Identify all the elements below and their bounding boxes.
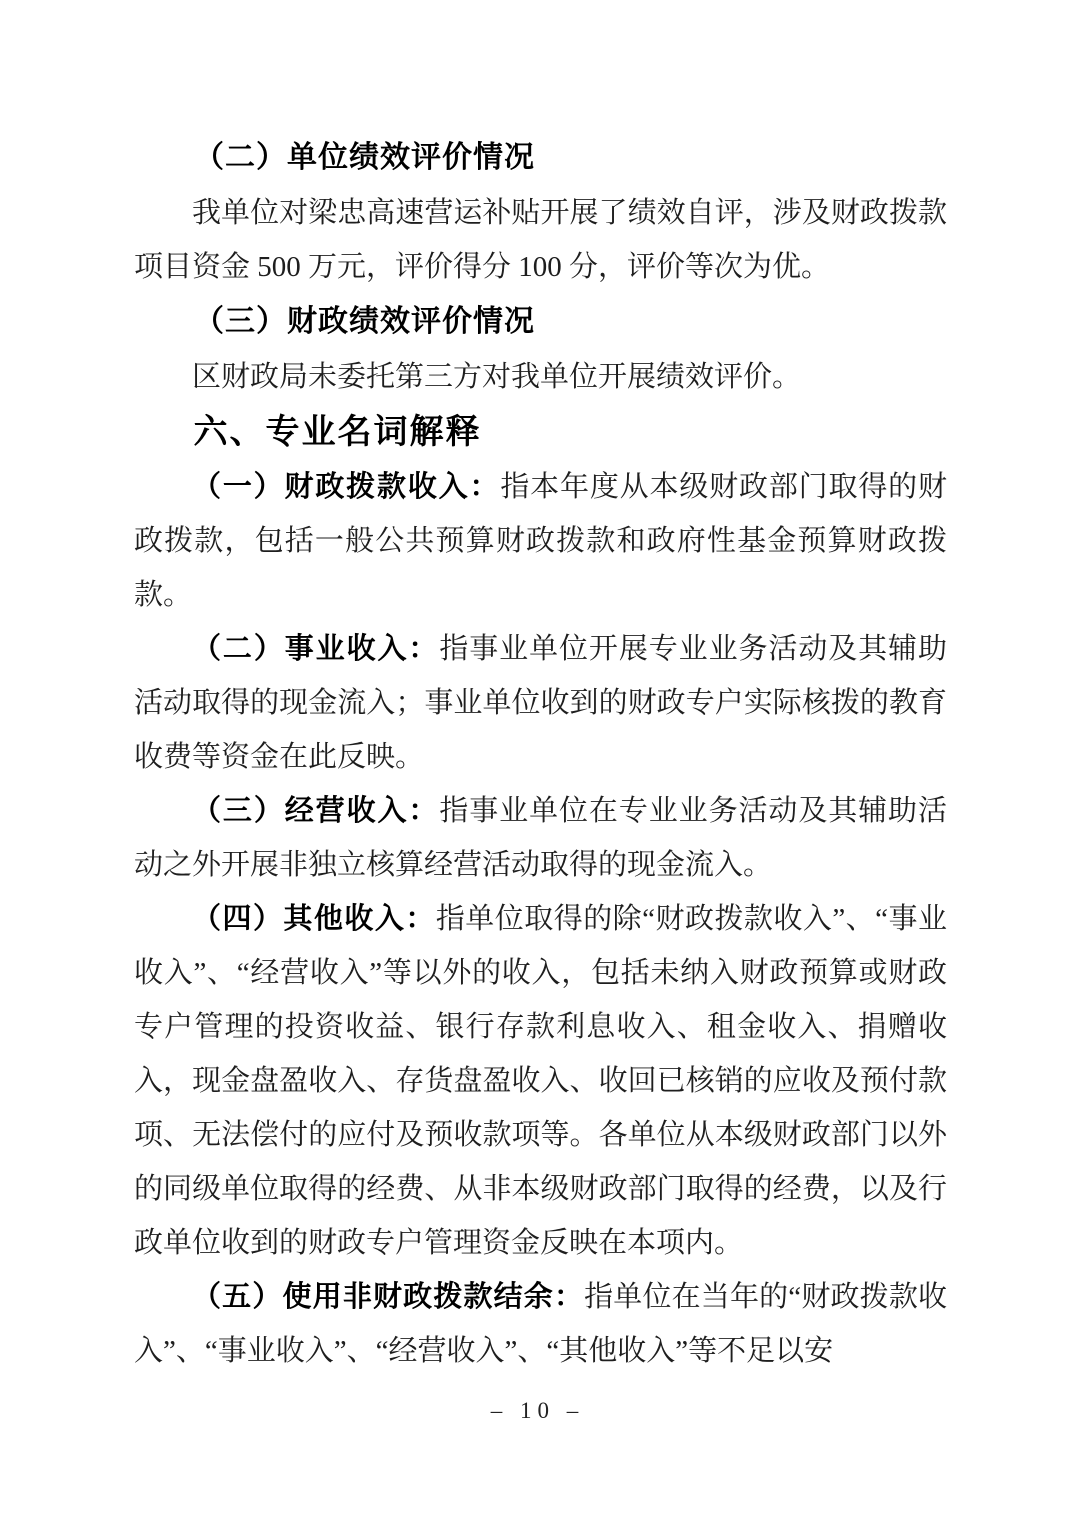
para-fiscal-performance-evaluation: 区财政局未委托第三方对我单位开展绩效评价。: [192, 361, 802, 393]
page-number: – 10 –: [490, 1398, 585, 1423]
term-label-business-income: （三）经营收入：: [192, 795, 440, 827]
heading-fiscal-performance-evaluation: （三）财政绩效评价情况: [194, 305, 535, 338]
term-label-non-fiscal-balance: （五）使用非财政拨款结余：: [192, 1281, 585, 1313]
term-text-non-fiscal-balance: 指单位在当年的“财政拨款收入”、“事业收入”、“经营收入”、“其他收入”等不足以安: [134, 1281, 947, 1367]
term-text-other-income: 指单位取得的除“财政拨款收入”、“事业收入”、“经营收入”等以外的收入，包括未纳入财政预算或财政专户管理的投资收益、银行存款利息收入、租金收入、捐赠收入，现金盘盈收入、存货盘盈收入、收回已核销的应收及预付款项、无法偿付的应付及预收款项等。各单位从本级财政部门以外的同级单位取得的经费、从非本级财政部门取得的经费，以及行政单位收到的财政专户管理资金反映在本项内。: [134, 903, 947, 1259]
term-fiscal-appropriation-income: [134, 460, 947, 622]
term-operational-income: [134, 622, 947, 784]
term-other-income: [134, 892, 947, 1270]
term-label-other-income: （四）其他收入：: [192, 903, 436, 935]
term-label-fiscal-appropriation-income: （一）财政拨款收入：: [192, 471, 501, 503]
heading-unit-performance-evaluation: （二）单位绩效评价情况: [194, 141, 535, 174]
heading-terminology-section: 六、专业名词解释: [193, 413, 482, 451]
para-unit-performance-evaluation: 我单位对梁忠高速营运补贴开展了绩效自评，涉及财政拨款项目资金 500 万元，评价得分 100 分，评价等次为优。: [134, 197, 947, 283]
term-text-fiscal-appropriation-income: 指本年度从本级财政部门取得的财政拨款，包括一般公共预算财政拨款和政府性基金预算财政拨款。: [134, 471, 947, 611]
term-business-income: [134, 784, 947, 892]
term-text-business-income: 指事业单位在专业业务活动及其辅助活动之外开展非独立核算经营活动取得的现金流入。: [134, 795, 947, 881]
term-non-fiscal-balance: [134, 1270, 947, 1378]
term-label-operational-income: （二）事业收入：: [192, 633, 440, 665]
term-text-operational-income: 指事业单位开展专业业务活动及其辅助活动取得的现金流入；事业单位收到的财政专户实际核拨的教育收费等资金在此反映。: [134, 633, 947, 773]
page-footer: [0, 1398, 1075, 1424]
document-body: [134, 130, 947, 1378]
